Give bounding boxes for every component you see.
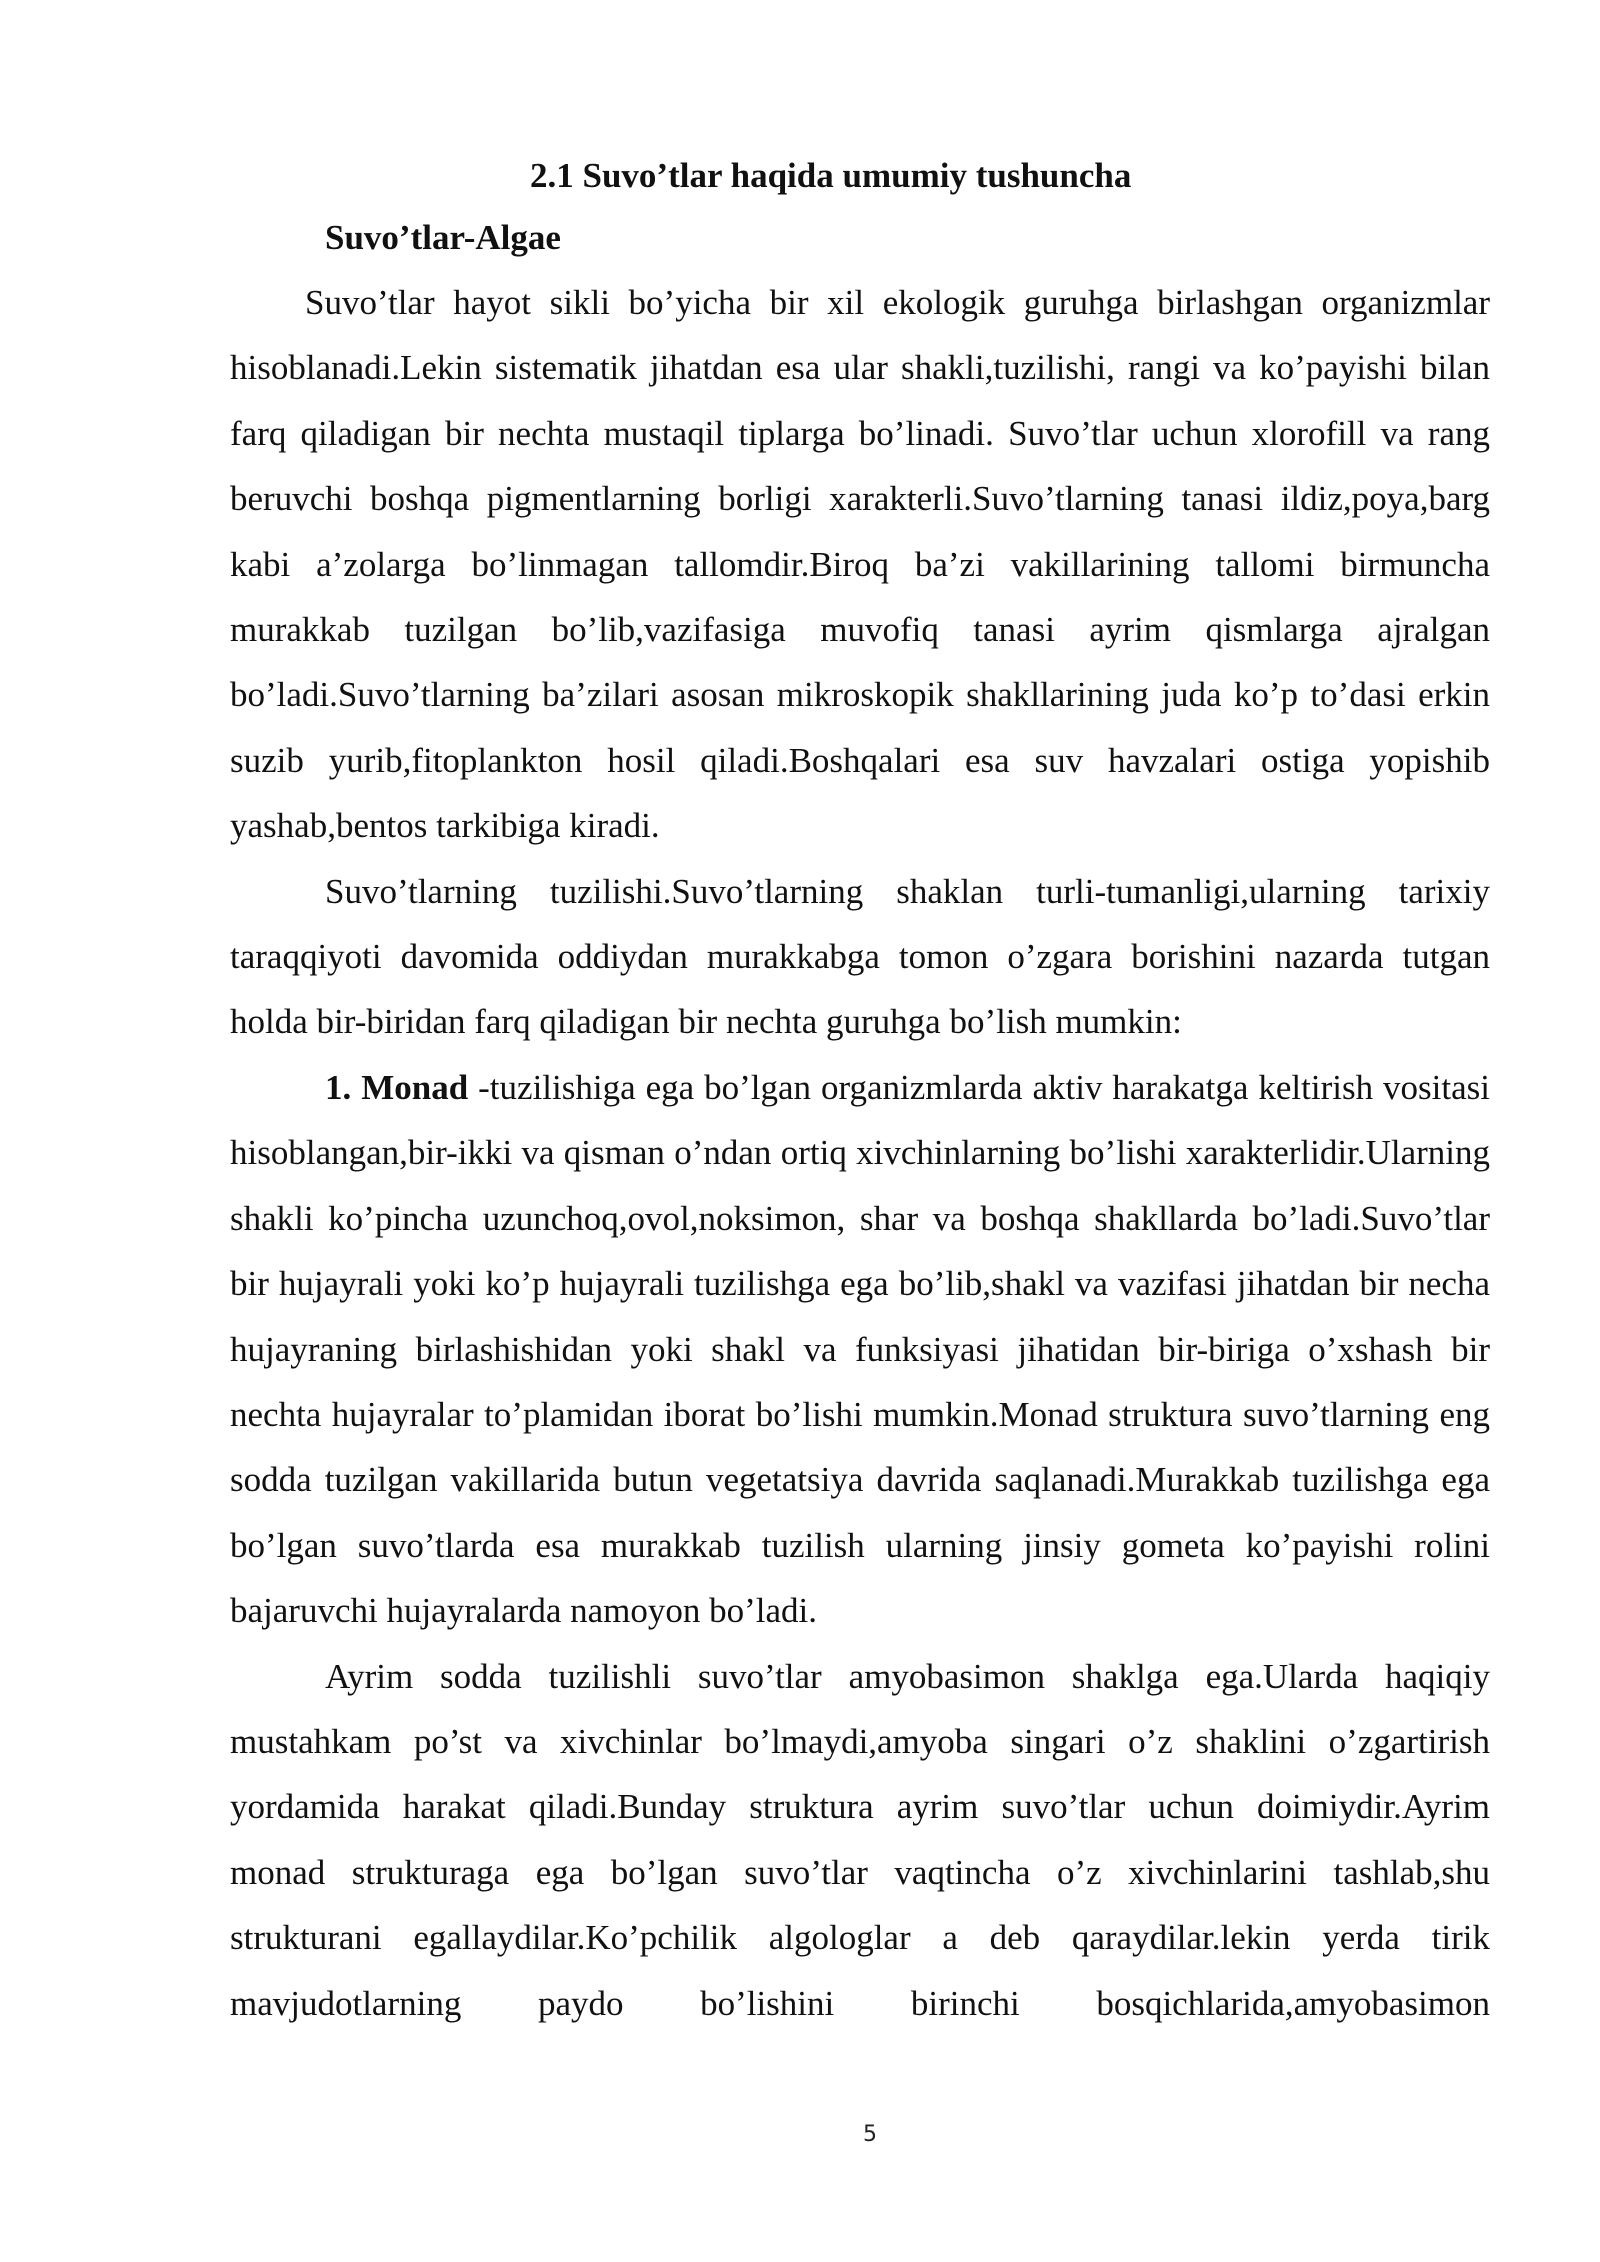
paragraph-3-heading: 1. Monad xyxy=(325,1067,469,1107)
page-number: 5 xyxy=(863,2122,877,2147)
page-content xyxy=(230,148,1490,2036)
sub-title: Suvo’tlar-Algae xyxy=(325,218,561,257)
section-title: 2.1 Suvo’tlar haqida umumiy tushuncha xyxy=(530,156,1132,195)
paragraph-3-text: -tuzilishiga ega bo’lgan organizmlarda aktiv harakatga keltirish vositasi hisoblangan,bir-ikki va qisman o’ndan ortiq xivchinlarning bo’lishi xarakterlidir.Ularning shakli ko’pincha uzunchoq,ovol,noksimon, shar va boshqa shakllarda bo’ladi.Suvo’tlar bir hujayrali yoki ko’p hujayrali tuzilishga ega bo’lib,shakl va vazifasi jihatdan bir necha hujayraning birlashishidan yoki shakl va funksiyasi jihatidan bir-biriga o’xshash bir nechta hujayralar to’plamidan iborat bo’lishi mumkin.Monad struktura suvo’tlarning eng sodda tuzilgan vakillarida butun vegetatsiya davrida saqlanadi.Murakkab tuzilishga ega bo’lgan suvo’tlarda esa murakkab tuzilish ularning jinsiy gometa ko’payishi rolini bajaruvchi hujayralarda namoyon bo’ladi. xyxy=(230,1067,1490,1631)
paragraph-1: Suvo’tlar hayot sikli bo’yicha bir xil ekologik guruhga birlashgan organizmlar hisoblanadi.Lekin sistematik jihatdan esa ular shakli,tuzilishi, rangi va ko’payishi bilan farq qiladigan bir nechta mustaqil tiplarga bo’linadi. Suvo’tlar uchun xlorofill va rang beruvchi boshqa pigmentlarning borligi xarakterli.Suvo’tlarning tanasi ildiz,poya,barg kabi a’zolarga bo’linmagan tallomdir.Biroq ba’zi vakillarining tallomi birmuncha murakkab tuzilgan bo’lib,vazifasiga muvofiq tanasi ayrim qismlarga ajralgan bo’ladi.Suvo’tlarning ba’zilari asosan mikroskopik shakllarining juda ko’p to’dasi erkin suzib yurib,fitoplankton hosil qiladi.Boshqalari esa suv havzalari ostiga yopishib yashab,bentos tarkibiga kiradi. xyxy=(230,283,1490,846)
paragraph-3 xyxy=(230,1055,1490,1644)
paragraph-2: Suvo’tlarning tuzilishi.Suvo’tlarning shaklan turli-tumanligi,ularning tarixiy taraqqiyoti davomida oddiydan murakkabga tomon o’zgara borishini nazarda tutgan holda bir-biridan farq qiladigan bir nechta guruhga bo’lish mumkin: xyxy=(230,871,1490,1042)
paragraph-4: Ayrim sodda tuzilishli suvo’tlar amyobasimon shaklga ega.Ularda haqiqiy mustahkam po’st va xivchinlar bo’lmaydi,amyoba singari o’z shaklini o’zgartirish yordamida harakat qiladi.Bunday struktura ayrim suvo’tlar uchun doimiydir.Ayrim monad strukturaga ega bo’lgan suvo’tlar vaqtincha o’z xivchinlarini tashlab,shu strukturani egallaydilar.Ko’pchilik algologlar a deb qaraydilar.lekin yerda tirik mavjudotlarning paydo bo’lishini birinchi bosqichlarida,amyobasimon xyxy=(230,1656,1490,2023)
